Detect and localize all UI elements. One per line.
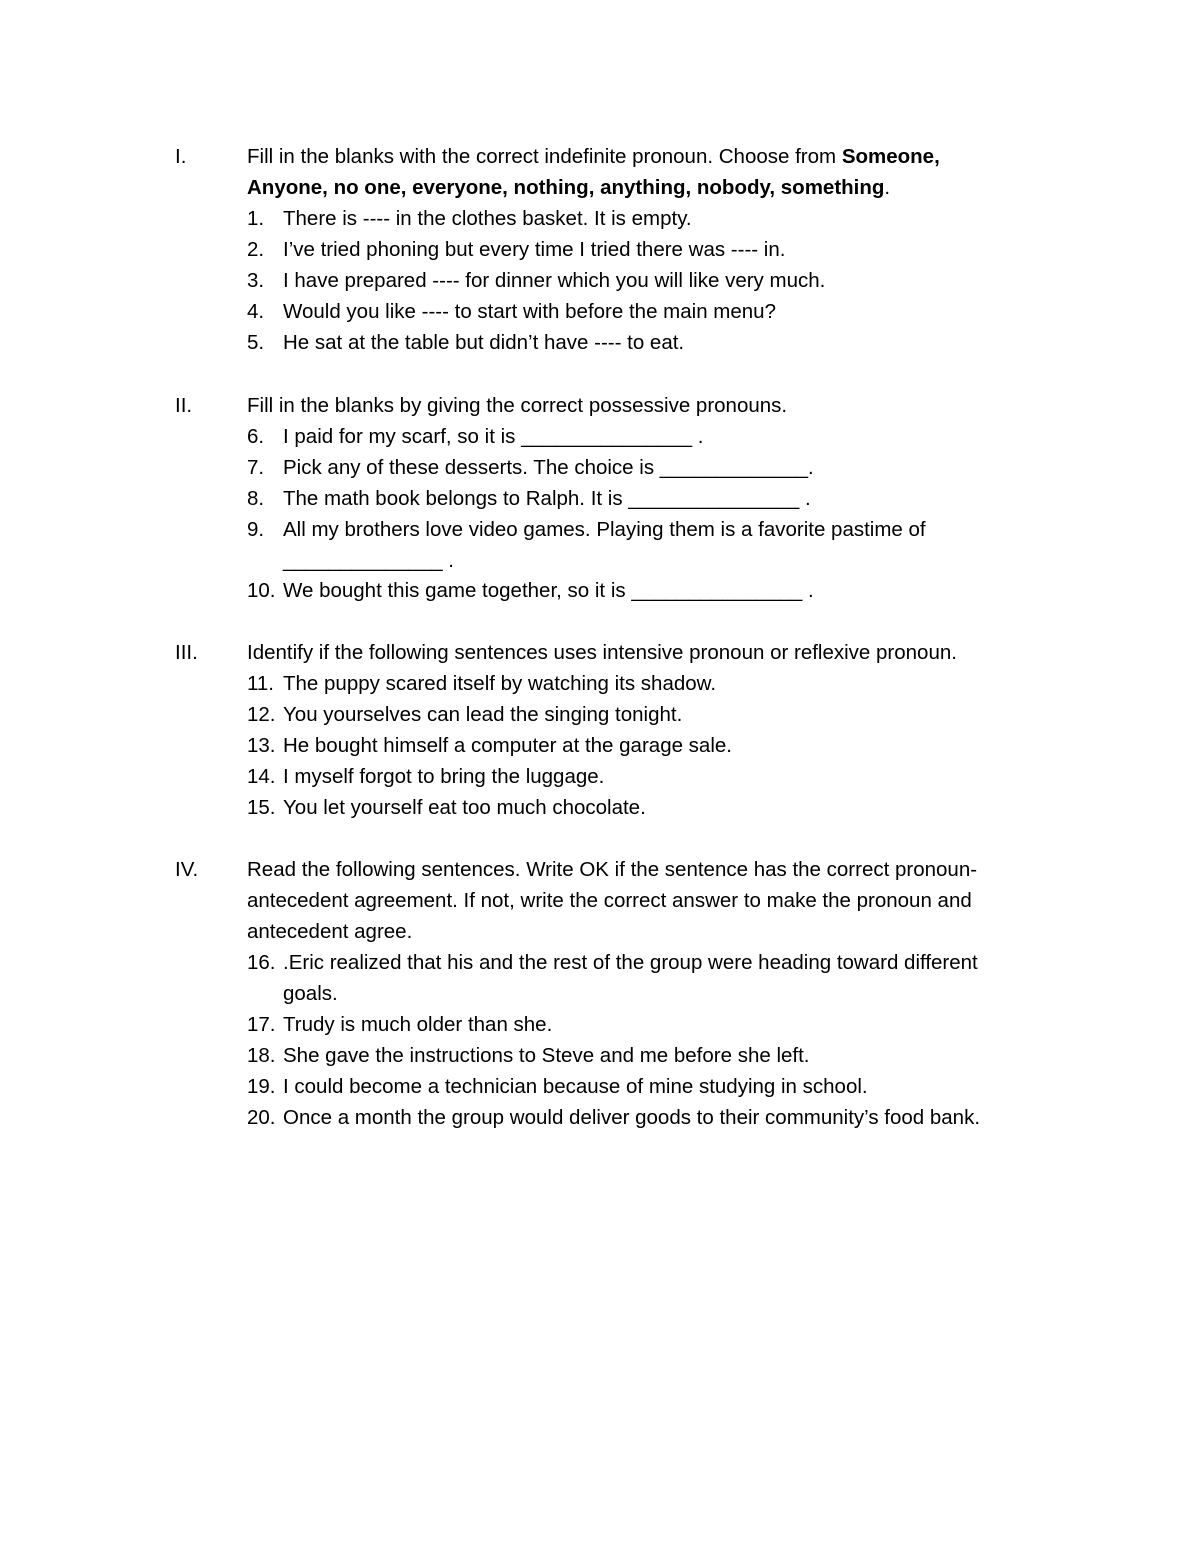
section-instruction-cont: antecedent agreement. If not, write the correct answer to make the pronoun and bbox=[247, 889, 972, 912]
section-instruction: Identify if the following sentences uses intensive pronoun or reflexive pronoun. bbox=[247, 641, 957, 664]
item-text: Once a month the group would deliver goods to their community’s food bank. bbox=[283, 1106, 981, 1129]
item-number: 18. bbox=[247, 1044, 276, 1067]
item-number: 9. bbox=[247, 518, 265, 541]
item-text: Trudy is much older than she. bbox=[283, 1013, 553, 1036]
item-number: 3. bbox=[247, 269, 265, 292]
item-text: You yourselves can lead the singing tonight. bbox=[283, 703, 683, 726]
section-numeral: IV. bbox=[175, 858, 199, 881]
section-instruction-cont bbox=[247, 172, 890, 203]
item-text: I could become a technician because of mine studying in school. bbox=[283, 1075, 868, 1098]
item-text: .Eric realized that his and the rest of the group were heading toward different bbox=[283, 951, 978, 974]
item-number: 11. bbox=[247, 672, 274, 695]
item-text: Would you like ---- to start with before the main menu? bbox=[283, 300, 776, 323]
item-text: I myself forgot to bring the luggage. bbox=[283, 765, 605, 788]
item-number: 19. bbox=[247, 1075, 276, 1098]
item-text: He sat at the table but didn’t have ---- to eat. bbox=[283, 331, 685, 354]
item-text: I have prepared ---- for dinner which you will like very much. bbox=[283, 269, 826, 292]
item-text: She gave the instructions to Steve and me before she left. bbox=[283, 1044, 810, 1067]
item-text: Pick any of these desserts. The choice is _____________. bbox=[283, 456, 814, 479]
instruction-text: Fill in the blanks with the correct indefinite pronoun. Choose from bbox=[247, 145, 842, 168]
item-number: 20. bbox=[247, 1106, 276, 1129]
item-number: 10. bbox=[247, 579, 276, 602]
section-numeral: I. bbox=[175, 145, 187, 168]
item-number: 7. bbox=[247, 456, 265, 479]
item-number: 8. bbox=[247, 487, 265, 510]
item-text: The math book belongs to Ralph. It is _______________ . bbox=[283, 487, 811, 510]
section-numeral: II. bbox=[175, 394, 193, 417]
item-number: 5. bbox=[247, 331, 265, 354]
section-instruction-cont: antecedent agree. bbox=[247, 920, 413, 943]
item-text: The puppy scared itself by watching its shadow. bbox=[283, 672, 717, 695]
item-text: I’ve tried phoning but every time I tried there was ---- in. bbox=[283, 238, 786, 261]
section-numeral: III. bbox=[175, 641, 198, 664]
item-number: 2. bbox=[247, 238, 265, 261]
item-text: We bought this game together, so it is _______________ . bbox=[283, 579, 814, 602]
item-number: 15. bbox=[247, 796, 276, 819]
item-text: All my brothers love video games. Playing them is a favorite pastime of bbox=[283, 518, 926, 541]
instruction-bold-text: Anyone, no one, everyone, nothing, anything, nobody, something bbox=[247, 176, 885, 199]
item-text-cont: goals. bbox=[283, 982, 338, 1005]
section-instruction: Fill in the blanks by giving the correct possessive pronouns. bbox=[247, 394, 788, 417]
item-text: You let yourself eat too much chocolate. bbox=[283, 796, 646, 819]
item-text: He bought himself a computer at the garage sale. bbox=[283, 734, 732, 757]
section-instruction bbox=[247, 141, 940, 172]
item-number: 12. bbox=[247, 703, 276, 726]
section-instruction: Read the following sentences. Write OK if the sentence has the correct pronoun- bbox=[247, 858, 978, 881]
item-text-cont: ______________ . bbox=[283, 549, 455, 572]
item-number: 16. bbox=[247, 951, 276, 974]
item-text: I paid for my scarf, so it is _______________ . bbox=[283, 425, 704, 448]
item-number: 17. bbox=[247, 1013, 276, 1036]
instruction-text: . bbox=[884, 176, 891, 199]
item-number: 6. bbox=[247, 425, 265, 448]
item-number: 1. bbox=[247, 207, 265, 230]
item-number: 14. bbox=[247, 765, 276, 788]
item-text: There is ---- in the clothes basket. It is empty. bbox=[283, 207, 692, 230]
instruction-bold-text: Someone, bbox=[841, 145, 940, 168]
item-number: 13. bbox=[247, 734, 276, 757]
item-number: 4. bbox=[247, 300, 265, 323]
